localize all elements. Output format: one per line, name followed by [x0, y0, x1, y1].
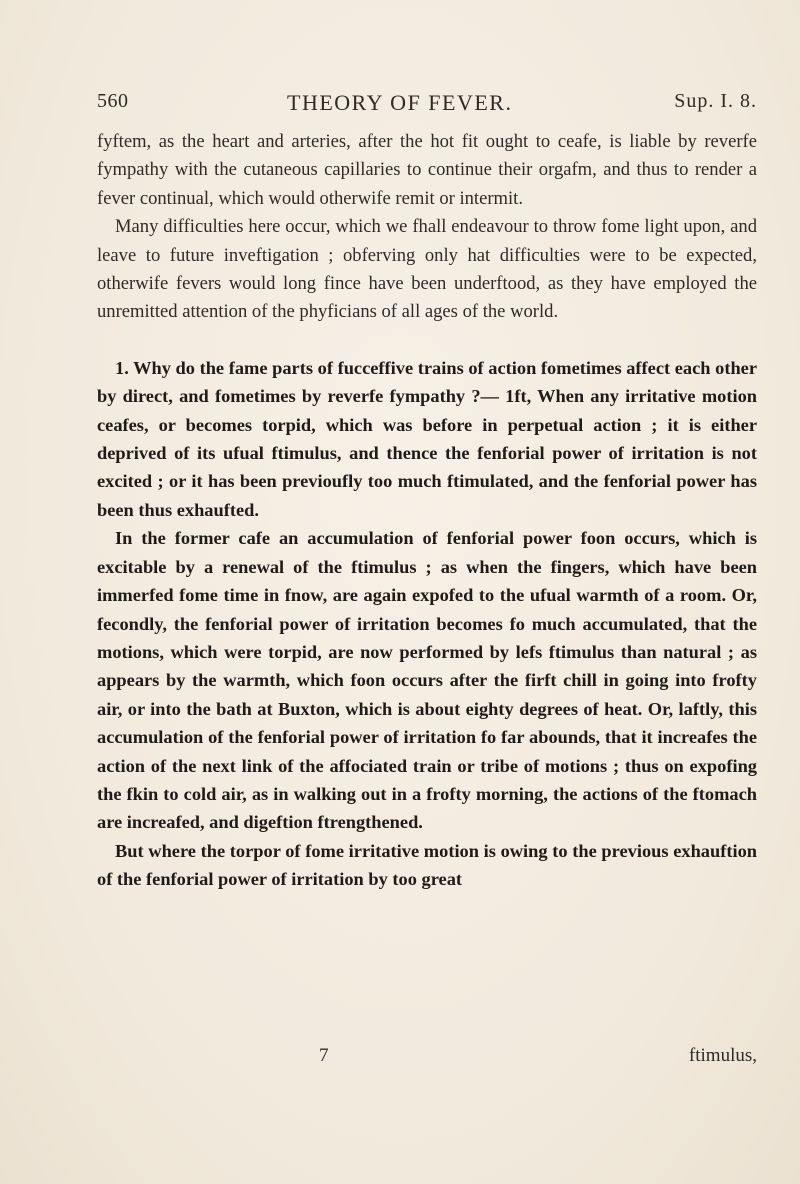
paragraph-1: fyftem, as the heart and arteries, after the hot fit ought to ceafe, is liable by reverfe fympathy with the cutaneous capillaries to continue their orgafm, and thus to render a fever continual, which would otherwife remit or intermit.	[97, 131, 757, 209]
page-header	[97, 90, 757, 120]
signature-mark: 7	[319, 1045, 329, 1066]
catchword: ftimulus,	[688, 1045, 757, 1066]
paragraph-gap	[97, 327, 757, 354]
body-text	[97, 128, 757, 894]
section-reference: Sup. I. 8.	[674, 90, 757, 112]
paragraph-2: Many difficulties here occur, which we fhall endeavour to throw fome light upon, and leave to future inveftigation ; obferving only hat difficulties were to be expected, otherwife fevers would long fince have been underftood, as they have employed the unremitted attention of the phyficians of all ages of the world.	[97, 216, 757, 323]
page-number: 560	[97, 90, 129, 112]
paragraph-5: But where the torpor of fome irritative motion is owing to the previous exhauftion of the fenforial power of irritation by too great	[97, 840, 757, 890]
page-footer	[97, 1045, 757, 1075]
running-title: THEORY OF FEVER.	[287, 90, 513, 115]
paragraph-3: 1. Why do the fame parts of fucceffive trains of action fometimes affect each other by direct, and fometimes by reverfe fympathy ?— 1ft, When any irritative motion ceafes, or becomes torpid, which was before in perpetual action ; it is either deprived of its ufual ftimulus, and thence the fenforial power of irritation is not excited ; or it has been previoufly too much ftimulated, and the fenforial power has been thus exhaufted.	[97, 357, 757, 520]
paragraph-4: In the former cafe an accumulation of fenforial power foon occurs, which is excitable by a renewal of the ftimulus ; as when the fingers, which have been immerfed fome time in fnow, are again expofed to the ufual warmth of a room. Or, fecondly, the fenforial power of irritation becomes fo much accumulated, that the motions, which were torpid, are now performed by lefs ftimulus than natural ; as appears by the warmth, which foon occurs after the firft chill in going into frofty air, or into the bath at Buxton, which is about eighty degrees of heat. Or, laftly, this accumulation of the fenforial power of irritation fo far abounds, that it increafes the action of the next link of the affociated train or tribe of motions ; thus on expofing the fkin to cold air, as in walking out in a frofty morning, the actions of the ftomach are increafed, and digeftion ftrengthened.	[97, 528, 757, 833]
